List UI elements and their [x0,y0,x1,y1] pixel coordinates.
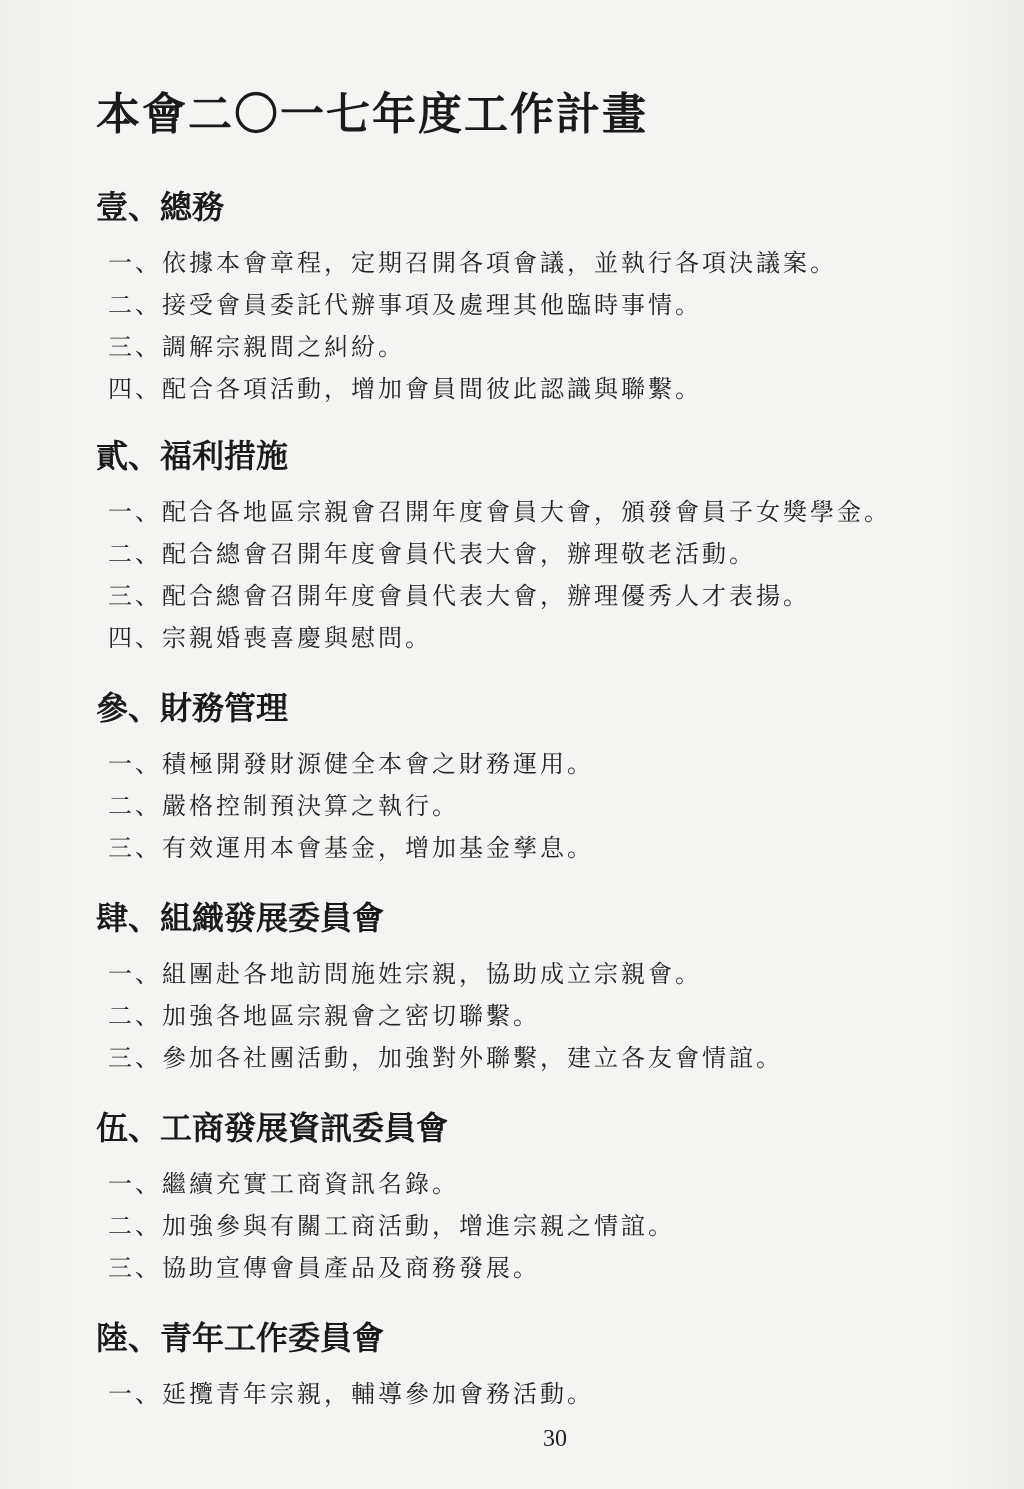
page-number: 30 [543,1426,567,1452]
list-item: 一、積極開發財源健全本會之財務運用。 [108,750,594,778]
list-item: 三、參加各社團活動，加強對外聯繫，建立各友會情誼。 [108,1044,783,1072]
section-finance [96,688,594,875]
list-item: 一、依據本會章程，定期召開各項會議，並執行各項決議案。 [108,249,837,277]
list-item: 一、繼續充實工商資訊名錄。 [108,1170,459,1198]
section-general-affairs [96,187,837,416]
section-heading: 陸、青年工作委員會 [96,1319,385,1357]
section-organization [96,898,783,1085]
section-heading: 壹、總務 [96,188,225,226]
list-item: 三、有效運用本會基金，增加基金孳息。 [108,834,594,862]
list-item: 一、延攬青年宗親，輔導參加會務活動。 [108,1380,594,1408]
section-youth [96,1318,594,1421]
section-heading: 伍、工商發展資訊委員會 [96,1109,449,1147]
list-item: 二、嚴格控制預決算之執行。 [108,792,459,820]
list-item: 二、配合總會召開年度會員代表大會，辦理敬老活動。 [108,540,756,568]
list-item: 三、調解宗親間之糾紛。 [108,333,405,361]
list-item: 二、接受會員委託代辦事項及處理其他臨時事情。 [108,291,702,319]
list-item: 一、組團赴各地訪問施姓宗親，協助成立宗親會。 [108,960,702,988]
list-item: 二、加強各地區宗親會之密切聯繫。 [108,1002,540,1030]
list-item: 一、配合各地區宗親會召開年度會員大會，頒發會員子女獎學金。 [108,498,891,526]
list-item: 二、加強參與有關工商活動，增進宗親之情誼。 [108,1212,675,1240]
section-commerce [96,1108,675,1295]
page-title: 本會二〇一七年度工作計畫 [96,89,648,140]
section-heading: 參、財務管理 [96,689,289,727]
list-item: 三、配合總會召開年度會員代表大會，辦理優秀人才表揚。 [108,582,810,610]
list-item: 四、宗親婚喪喜慶與慰問。 [108,624,432,652]
list-item: 三、協助宣傳會員產品及商務發展。 [108,1254,540,1282]
section-heading: 貳、福利措施 [96,437,289,475]
section-welfare [96,436,891,665]
section-heading: 肆、組織發展委員會 [96,899,385,937]
list-item: 四、配合各項活動，增加會員間彼此認識與聯繫。 [108,375,702,403]
